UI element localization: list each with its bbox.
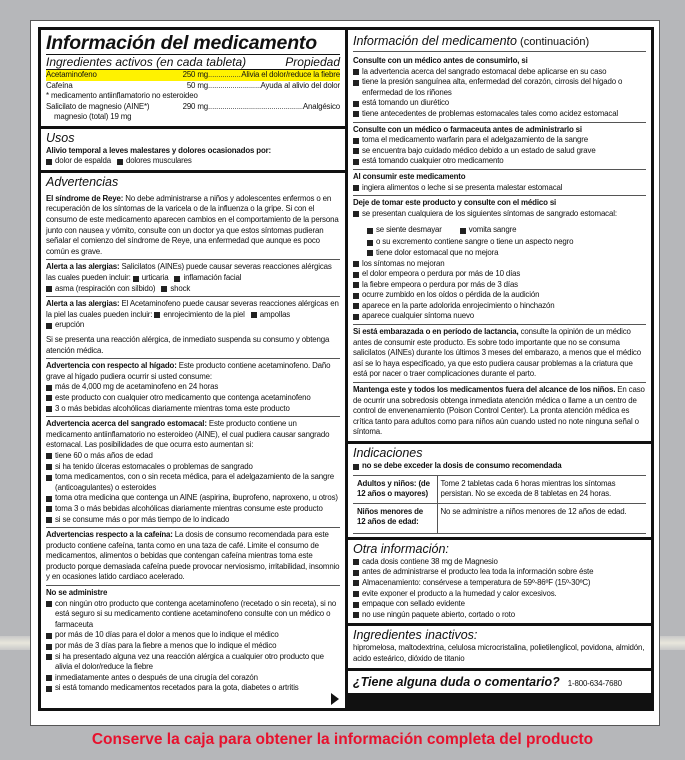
list-item: por más de 10 días para el dolor a menos que lo indique el médico	[46, 630, 340, 641]
block-lead: Si está embarazada o en período de lactancia,	[353, 327, 519, 337]
uses-intro: Alivio temporal a leves malestares y dolores ocasionados por:	[46, 145, 272, 155]
ingredient-purpose: Analgésico	[302, 101, 340, 111]
warnings-section	[41, 173, 345, 708]
block-body: Salicilatos (AINEs) puede causar severas reacciones alérgicas las cuales pueden incluir:	[46, 262, 332, 283]
list-item: se presentan cualquiera de los siguientes síntomas de sangrado estomacal:	[353, 209, 646, 220]
purpose-header: Propiedad	[285, 55, 340, 69]
list-item: se encuentra bajo cuidado médico debido a un estado de salud grave	[353, 146, 646, 157]
warning-block	[46, 416, 340, 525]
warning-block	[46, 259, 340, 294]
dosage-group: Adultos y niños: (de 12 años o mayores)	[353, 475, 437, 503]
dosage-group: Niños menores de 12 años de edad:	[353, 503, 437, 533]
inactive-title: Ingredientes inactivos:	[353, 628, 478, 643]
use-item: dolores musculares	[117, 156, 192, 167]
bullet-list	[46, 451, 340, 525]
other-info-item: Almacenamiento: consérvese a temperatura de 59º-86ºF (15º-30ºC)	[353, 578, 646, 589]
ingredient-footnote: * medicamento antiinflamatorio no esteroideo	[46, 91, 198, 100]
block-body: No debe administrarse a niños y adolescentes enfermos o en recuperación de los síntomas de la varicela o de la influenza o la gripe. Si con el consumo de este medicamento aparecen cambios en el comportamiento de la persona junto con nausea y vómito, consulte con un doctor ya que estos síntomas pudieran señalar el comienzo del síndrome de Reye, una enfermedad que aunque es poco común es grave.	[46, 193, 339, 256]
continuation-section	[348, 30, 651, 441]
warning-block	[353, 122, 646, 167]
warnings-title: Advertencias	[46, 174, 119, 189]
bullet-list	[353, 135, 646, 167]
phone-number[interactable]: 1-800-634-7680	[567, 678, 622, 688]
block-lead: Mantenga este y todos los medicamentos fuera del alcance de los niños.	[353, 385, 616, 395]
warning-block	[46, 358, 340, 414]
list-item: está tomando cualquier otro medicamento	[353, 156, 646, 167]
block-text	[353, 385, 646, 438]
list-item: toma medicamentos, con o sin receta médica, para el adelgazamiento de la sangre (anticoagulantes) o esteroides	[46, 472, 340, 493]
block-text	[353, 327, 646, 380]
continuation-title: Información del medicamento	[353, 34, 517, 48]
sub-item: o su excremento contiene sangre o tiene un aspecto negro	[367, 237, 646, 248]
block-lead: Alerta a las alergias:	[46, 299, 120, 309]
ingredient-row	[46, 70, 340, 81]
footer-notice: Conserve la caja para obtener la información completa del producto	[91, 731, 594, 748]
inline-item: enrojecimiento de la piel	[154, 310, 244, 321]
bullet-list	[353, 67, 646, 120]
block-lead: El síndrome de Reye:	[46, 193, 124, 203]
warning-block	[46, 192, 340, 258]
list-item: por más de 3 días para la fiebre a menos que lo indique el médico	[46, 641, 340, 652]
sub-item: vomita sangre	[460, 225, 517, 236]
block-body: El Acetaminofeno puede causar severas reacciones alérgicas en la piel las cuales pueden incluir:	[46, 299, 339, 319]
list-item: ingiera alimentos o leche si se presenta malestar estomacal	[353, 183, 646, 194]
block-text	[46, 588, 340, 599]
drug-facts-panel	[30, 20, 660, 726]
use-item: dolor de espalda	[46, 156, 111, 167]
ingredient-amount: 250 mg	[182, 70, 208, 79]
warning-block	[353, 169, 646, 193]
block-body: Este producto contiene un medicamento antiinflamatorio no esteroideo (AINE), el cual pudiera causar sangrado estomacal. Las posibilidades de que ocurra esto aumentan si:	[46, 419, 330, 450]
block-lead: No se administre	[46, 588, 108, 598]
list-item: si ha presentado alguna vez una reacción alérgica a cualquier otro producto que alivia el dolor/reduce la fiebre	[46, 652, 340, 673]
warning-block	[353, 195, 646, 322]
uses-section	[41, 129, 345, 170]
list-item: toma otra medicina que contenga un AINE (aspirina, ibuprofeno, naproxeno, u otros)	[46, 493, 340, 504]
ingredient-name: Cafeína	[46, 80, 73, 90]
list-item: este producto con cualquier otro medicamento que contenga acetaminofeno	[46, 393, 340, 404]
inactive-list: hipromelosa, maltodextrina, celulosa microcristalina, polietilenglicol, povidona, almidón, acido esteárico, dióxido de titanio	[353, 643, 645, 663]
warning-block	[46, 527, 340, 583]
list-item: aparece en la parte adolorida enrojecimiento o hinchazón	[353, 301, 646, 312]
warning-block	[46, 585, 340, 694]
page-title: Información del medicamento	[46, 32, 340, 55]
other-info-item: antes de administrarse el producto lea toda la información sobre éste	[353, 567, 646, 578]
active-ingredients-section	[41, 30, 345, 126]
dosage-row	[353, 475, 646, 503]
list-item: el dolor empeora o perdura por más de 10 días	[353, 269, 646, 280]
inline-item: urticaria	[133, 273, 169, 284]
sub-item: tiene dolor estomacal que no mejora	[367, 248, 646, 259]
block-text	[353, 172, 646, 183]
list-item: más de 4,000 mg de acetaminofeno en 24 horas	[46, 382, 340, 393]
list-item: si está tomando medicamentos recetados para la gota, diabetes o artritis	[46, 683, 340, 694]
list-item: la fiebre empeora o perdura por más de 3 días	[353, 280, 646, 291]
magnesium-total: magnesio (total) 19 mg	[54, 112, 132, 122]
block-text	[353, 56, 646, 67]
list-item: 3 o más bebidas alcohólicas diariamente mientras toma este producto	[46, 404, 340, 415]
inline-item: inflamación facial	[174, 273, 241, 284]
warning-block	[353, 382, 646, 438]
warning-block	[353, 54, 646, 120]
other-info-item: no use ningún paquete abierto, cortado o roto	[353, 610, 646, 621]
other-info-item: evite exponer el producto a la humedad y calor excesivos.	[353, 589, 646, 600]
list-item: tiene antecedentes de problemas estomacales tales como acidez estomacal	[353, 109, 646, 120]
block-after: Si se presenta una reacción alérgica, de inmediato suspenda su consumo y obtenga atención médica.	[46, 335, 330, 355]
block-lead: Deje de tomar este producto y consulte con el médico si	[353, 198, 557, 208]
questions-section	[348, 671, 651, 694]
dosage-row	[353, 503, 646, 533]
block-lead: Advertencia con respecto al hígado:	[46, 361, 177, 371]
list-item: ocurre zumbido en los oídos o pérdida de la audición	[353, 290, 646, 301]
list-item: los síntomas no mejoran	[353, 259, 646, 270]
list-item: aparece cualquier síntoma nuevo	[353, 311, 646, 322]
ingredient-purpose: Alivia el dolor/reduce la fiebre	[241, 70, 340, 79]
block-text	[46, 530, 340, 583]
bullet-list	[353, 209, 646, 322]
ingredient-name: Acetaminofeno	[46, 70, 97, 79]
inline-item: erupción	[46, 320, 84, 331]
dosage-text: Tome 2 tabletas cada 6 horas mientras los síntomas persistan. No se exceda de 8 tabletas en 24 horas.	[440, 478, 616, 499]
block-text	[46, 262, 340, 294]
list-item: si ha tenido úlceras estomacales o problemas de sangrado	[46, 462, 340, 473]
directions-warning: no se debe exceder la dosis de consumo recomendada	[353, 461, 646, 472]
other-info-section	[348, 540, 651, 624]
ingredient-row	[46, 81, 340, 92]
ingredient-amount: 290 mg	[182, 101, 208, 111]
warning-block	[353, 324, 646, 380]
list-item: la advertencia acerca del sangrado estomacal debe aplicarse en su caso	[353, 67, 646, 78]
list-item: tiene 60 o más años de edad	[46, 451, 340, 462]
block-text	[46, 299, 340, 331]
questions-label: ¿Tiene alguna duda o comentario?	[353, 674, 560, 689]
block-body: En caso de ocurrir una sobredosis obtenga inmediata atención médica o llame a un centro de control de envenenamiento (Poison Control Center). La pronta atención médica es crítica tanto para adultos como para niños aún cuando usted no note ninguna señal o síntoma.	[353, 385, 645, 437]
block-lead: Advertencias respecto a la cafeína:	[46, 530, 173, 540]
block-lead: Consulte con un médico antes de consumirlo, si	[353, 56, 528, 65]
list-item: está tomando un diurético	[353, 98, 646, 109]
inline-item: shock	[161, 284, 190, 295]
list-item: tiene la presión sanguínea alta, enfermedad del corazón, cirrosis del hígado o enfermedad de los riñones	[353, 77, 646, 98]
list-item: toma el medicamento warfarin para el adelgazamiento de la sangre	[353, 135, 646, 146]
other-info-item: empaque con sellado evidente	[353, 599, 646, 610]
list-item: si se consume más o por más tiempo de lo indicado	[46, 515, 340, 526]
block-text	[353, 125, 646, 136]
block-body: La dosis de consumo recomendada para este producto contiene cafeína, tanta como en una taza de café. Limite el consumo de medicamentos, alimentos o bebidas que contengan cafeína mientras toma este producto porque demasiada cafeína puede provocar nerviosismo, irritabilidad, insomnio y en ocasiones latido cardiaco acelerado.	[46, 530, 340, 582]
list-item: con ningún otro producto que contenga acetaminofeno (recetado o sin receta), si no está seguro si su medicamento contiene acetaminofeno consulte con un médico o farmaceuta	[46, 599, 340, 631]
bullet-list	[46, 382, 340, 414]
other-info-item: cada dosis contiene 38 mg de Magnesio	[353, 557, 646, 568]
ingredient-name: Salicilato de magnesio (AINE*)	[46, 101, 150, 111]
block-lead: Advertencia acerca del sangrado estomacal:	[46, 419, 207, 429]
block-lead: Consulte con un médico o farmaceuta antes de administrarlo si	[353, 124, 582, 134]
directions-title: Indicaciones	[353, 446, 423, 460]
list-item: inmediatamente antes o después de una cirugía del corazón	[46, 673, 340, 684]
ingredient-purpose: Ayuda al alivio del dolor	[260, 80, 340, 90]
continue-arrow-icon	[331, 693, 339, 705]
block-text	[46, 419, 340, 451]
dosage-table	[353, 475, 646, 534]
warning-block	[46, 296, 340, 356]
bullet-list	[46, 599, 340, 694]
block-lead: Al consumir este medicamento	[353, 171, 466, 181]
sub-item: se siente desmayar	[367, 225, 442, 236]
ingredient-amount: 50 mg	[186, 80, 208, 90]
continuation-suffix: (continuación)	[516, 36, 590, 48]
uses-title: Usos	[46, 130, 75, 145]
bullet-list	[353, 183, 646, 194]
block-body: Este producto contiene acetaminofeno. Daño grave al hígado pudiera ocurrir si usted consume:	[46, 361, 331, 381]
inline-item: asma (respiración con silbido)	[46, 284, 155, 295]
other-info-title: Otra información:	[353, 541, 449, 556]
inactive-ingredients-section	[348, 626, 651, 667]
dosage-text: No se administre a niños menores de 12 años de edad.	[437, 503, 646, 533]
block-body: consulte la opinión de un médico antes de consumir este producto. Es sobre todo importante que no se consuma salicilatos (AINEs) durante los últimos 3 meses del embarazo, a menos que el médico así se lo haya especificado, ya que esto pudiera causar problemas a la criatura que está por nacer o traer complicaciones durante el parto.	[353, 327, 641, 379]
block-text	[46, 361, 340, 382]
ingredient-row	[46, 102, 340, 113]
ingredients-header: Ingredientes activos (en cada tableta)	[46, 55, 247, 69]
directions-section	[348, 444, 651, 537]
block-lead: Alerta a las alergias:	[46, 262, 120, 272]
block-text	[46, 194, 340, 258]
list-item: toma 3 o más bebidas alcohólicas diariamente mientras consume este producto	[46, 504, 340, 515]
inline-item: ampollas	[251, 310, 290, 321]
block-text	[353, 198, 646, 209]
